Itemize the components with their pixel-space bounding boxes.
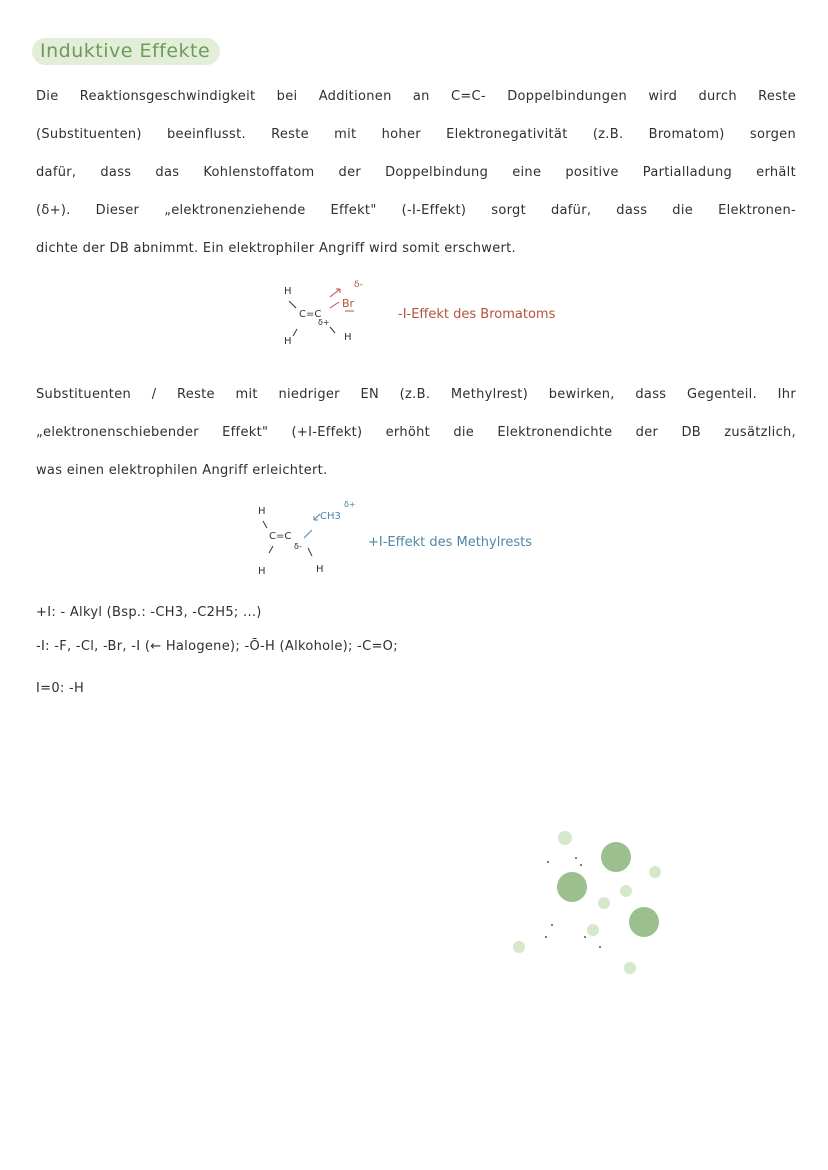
paragraph-line: dafür, dass das Kohlenstoffatom der Doppelbindung eine positive Partialladung erhält <box>36 165 796 180</box>
atom-br: Br <box>342 297 355 310</box>
atom-h-bottom-left: H <box>284 336 292 347</box>
list-item-zero-i: I=0: -H <box>36 681 85 696</box>
dot <box>598 897 610 909</box>
dot <box>580 864 582 866</box>
dot <box>599 946 601 948</box>
dot <box>558 831 572 845</box>
dot <box>624 962 636 974</box>
paragraph-line: Die Reaktionsgeschwindigkeit bei Additionen an C=C- Doppelbindungen wird durch Reste <box>36 89 796 104</box>
title-highlight <box>32 38 220 65</box>
atom-h-top: H <box>258 506 266 517</box>
paragraph-line: (Substituenten) beeinflusst. Reste mit hoher Elektronegativität (z.B. Bromatom) sorgen <box>36 127 796 142</box>
paragraph-line: „elektronenschiebender Effekt" (+I-Effekt) erhöht die Elektronendichte der DB zusätzlich, <box>36 425 796 440</box>
dot <box>547 861 549 863</box>
list-item-minus-i: -I: -F, -Cl, -Br, -I (← Halogene); -Ō-H (Alkohole); -C=O; <box>36 639 398 654</box>
delta-minus: δ- <box>294 542 302 551</box>
paragraph-line: dichte der DB abnimmt. Ein elektrophiler Angriff wird somit erschwert. <box>36 241 516 256</box>
dot <box>557 872 587 902</box>
atom-h-bottom-right: H <box>344 332 352 343</box>
atom-h-bottom-right: H <box>316 564 324 575</box>
dot <box>513 941 525 953</box>
paragraph-methyl <box>36 376 796 490</box>
dot <box>575 857 577 859</box>
list-item-plus-i: +I: - Alkyl (Bsp.: -CH3, -C2H5; ...) <box>36 605 262 620</box>
delta-minus: δ- <box>354 280 363 290</box>
dot <box>545 936 547 938</box>
page-title: Induktive Effekte <box>32 38 220 65</box>
dot <box>601 842 631 872</box>
dot <box>587 924 599 936</box>
caption-minus-i: -I-Effekt des Bromatoms <box>398 307 556 322</box>
paragraph-intro <box>36 78 796 268</box>
atom-h-top: H <box>284 286 292 297</box>
molecule-bromo <box>270 280 410 350</box>
paragraph-line: Substituenten / Reste mit niedriger EN (z.B. Methylrest) bewirken, dass Gegenteil. Ihr <box>36 387 796 402</box>
dot <box>649 866 661 878</box>
dot <box>629 907 659 937</box>
paragraph-line: (δ+). Dieser „elektronenziehende Effekt" (-I-Effekt) sorgt dafür, dass die Elektronen- <box>36 203 796 218</box>
dot <box>551 924 553 926</box>
group-ch3: CH3 <box>320 511 341 522</box>
atom-cc: C=C <box>299 309 322 320</box>
delta-plus: δ+ <box>344 500 356 509</box>
atom-cc: C=C <box>269 531 292 542</box>
effect-list <box>36 605 736 705</box>
dot <box>584 936 586 938</box>
atom-h-bottom-left: H <box>258 566 266 577</box>
paragraph-line: was einen elektrophilen Angriff erleichtert. <box>36 463 328 478</box>
delta-plus: δ+ <box>318 318 330 327</box>
dot <box>620 885 632 897</box>
caption-plus-i: +I-Effekt des Methylrests <box>368 535 533 550</box>
